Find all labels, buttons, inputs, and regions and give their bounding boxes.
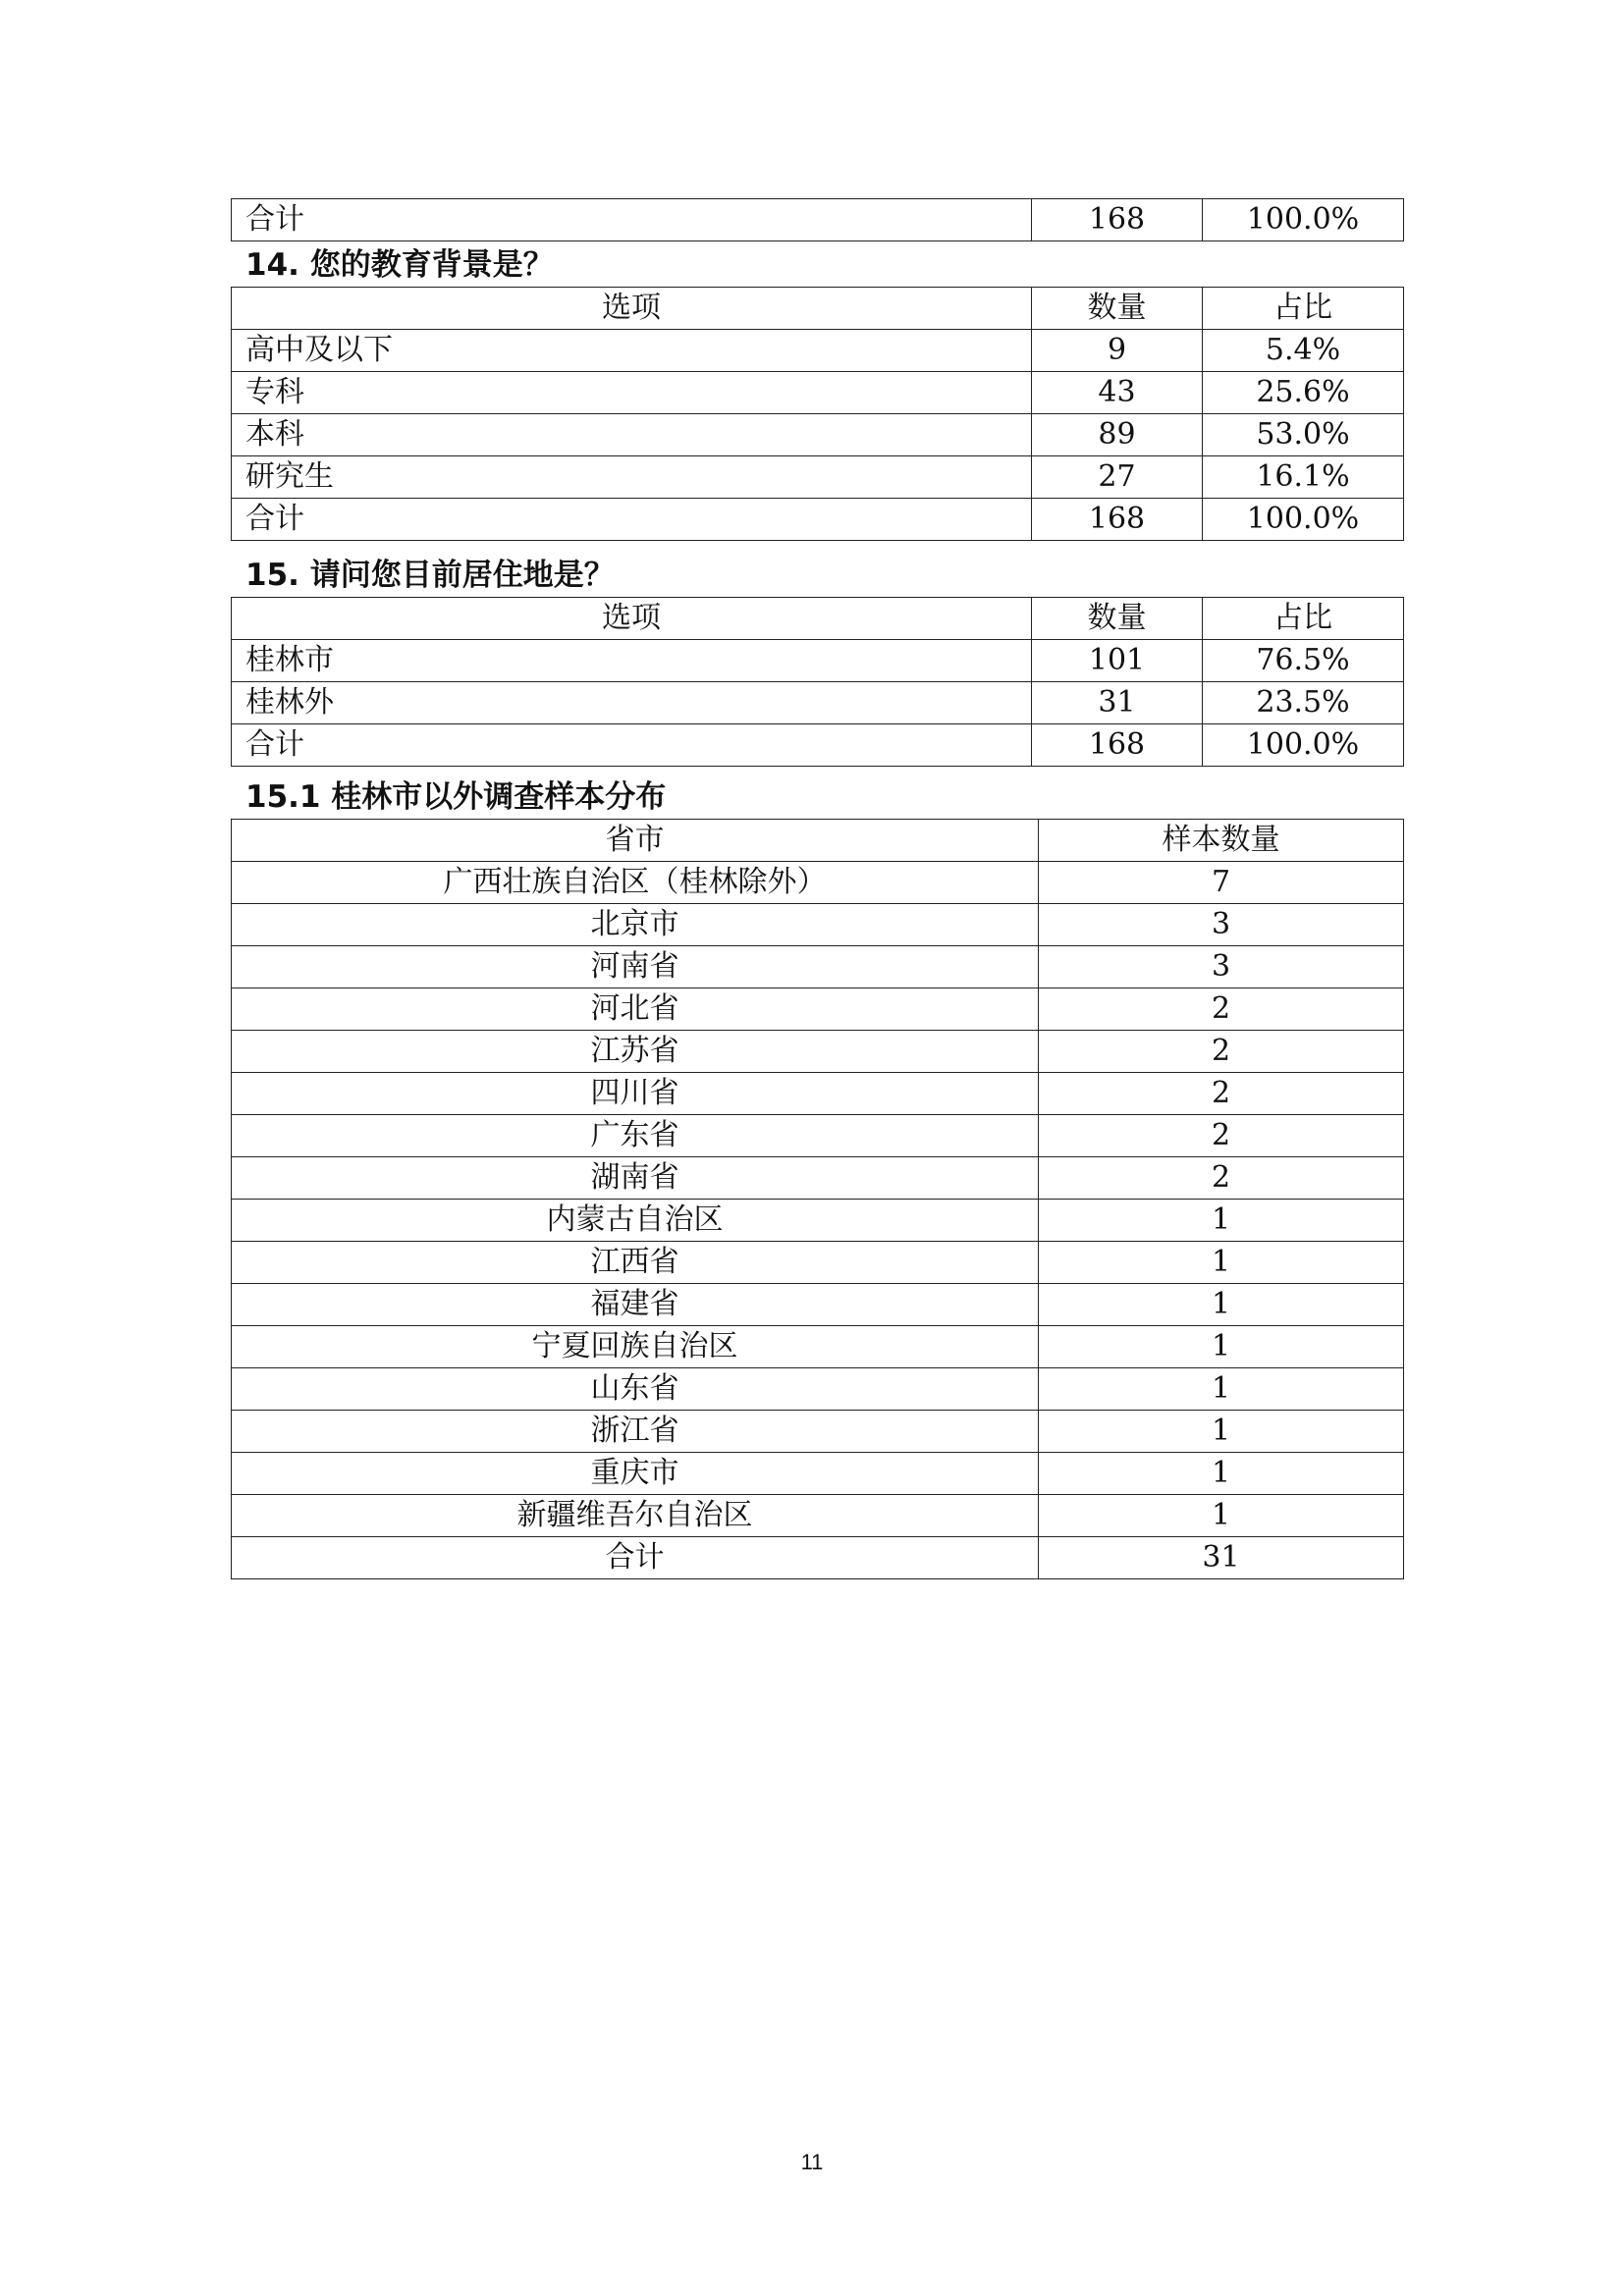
province-cell: 河南省 — [232, 946, 1039, 988]
table-row — [232, 1200, 1404, 1242]
count-cell: 101 — [1032, 640, 1203, 682]
option-cell: 合计 — [232, 499, 1032, 541]
table-row — [232, 1453, 1404, 1495]
province-cell: 江苏省 — [232, 1031, 1039, 1073]
header-row — [232, 820, 1404, 862]
sample-count-cell: 7 — [1039, 862, 1404, 904]
sample-count-cell: 3 — [1039, 904, 1404, 946]
option-cell: 桂林外 — [232, 682, 1032, 724]
sample-count-header: 样本数量 — [1039, 820, 1404, 862]
q14-heading: 14. 您的教育背景是？ — [245, 247, 554, 283]
sample-count-cell: 1 — [1039, 1495, 1404, 1537]
percent-cell: 53.0% — [1203, 414, 1404, 456]
table-row — [232, 682, 1404, 724]
residence-table — [231, 597, 1404, 767]
province-header: 省市 — [232, 820, 1039, 862]
table-row — [232, 988, 1404, 1031]
q15-heading: 15. 请问您目前居住地是？ — [245, 558, 615, 593]
province-cell: 合计 — [232, 1537, 1039, 1579]
count-cell: 168 — [1032, 199, 1203, 241]
count-cell: 9 — [1032, 330, 1203, 372]
header-row — [232, 288, 1404, 330]
province-cell: 新疆维吾尔自治区 — [232, 1495, 1039, 1537]
province-cell: 北京市 — [232, 904, 1039, 946]
table-row — [232, 862, 1404, 904]
option-cell: 桂林市 — [232, 640, 1032, 682]
sample-count-cell: 1 — [1039, 1200, 1404, 1242]
option-header: 选项 — [232, 288, 1032, 330]
table-row — [232, 456, 1404, 499]
option-cell: 专科 — [232, 372, 1032, 414]
total-row — [232, 499, 1404, 541]
province-cell: 四川省 — [232, 1073, 1039, 1115]
sample-count-cell: 31 — [1039, 1537, 1404, 1579]
percent-cell: 100.0% — [1203, 724, 1404, 767]
q15-1-heading: 15.1 桂林市以外调查样本分布 — [245, 779, 667, 815]
table-row — [232, 1368, 1404, 1411]
province-cell: 浙江省 — [232, 1411, 1039, 1453]
sample-count-cell: 1 — [1039, 1326, 1404, 1368]
sample-count-cell: 1 — [1039, 1368, 1404, 1411]
count-header: 数量 — [1032, 288, 1203, 330]
count-cell: 168 — [1032, 499, 1203, 541]
count-cell: 168 — [1032, 724, 1203, 767]
province-cell: 湖南省 — [232, 1157, 1039, 1200]
table-row — [232, 1242, 1404, 1284]
table-row — [232, 199, 1404, 241]
sample-count-cell: 1 — [1039, 1284, 1404, 1326]
sample-count-cell: 1 — [1039, 1242, 1404, 1284]
table-row — [232, 1284, 1404, 1326]
option-cell: 研究生 — [232, 456, 1032, 499]
table-row — [232, 1115, 1404, 1157]
percent-cell: 23.5% — [1203, 682, 1404, 724]
percent-header: 占比 — [1203, 288, 1404, 330]
percent-cell: 16.1% — [1203, 456, 1404, 499]
table-row — [232, 330, 1404, 372]
sample-count-cell: 1 — [1039, 1411, 1404, 1453]
table-row — [232, 1495, 1404, 1537]
option-cell: 合计 — [232, 724, 1032, 767]
province-cell: 内蒙古自治区 — [232, 1200, 1039, 1242]
sample-count-cell: 2 — [1039, 1031, 1404, 1073]
table-row — [232, 414, 1404, 456]
province-cell: 广西壮族自治区（桂林除外） — [232, 862, 1039, 904]
province-cell: 宁夏回族自治区 — [232, 1326, 1039, 1368]
percent-header: 占比 — [1203, 598, 1404, 640]
page-number: 11 — [800, 2150, 824, 2174]
header-row — [232, 598, 1404, 640]
table-row — [232, 1411, 1404, 1453]
option-cell: 合计 — [232, 199, 1032, 241]
percent-cell: 100.0% — [1203, 199, 1404, 241]
count-cell: 43 — [1032, 372, 1203, 414]
count-cell: 27 — [1032, 456, 1203, 499]
sample-count-cell: 2 — [1039, 1115, 1404, 1157]
percent-cell: 100.0% — [1203, 499, 1404, 541]
sample-count-cell: 2 — [1039, 1073, 1404, 1115]
option-cell: 高中及以下 — [232, 330, 1032, 372]
province-cell: 广东省 — [232, 1115, 1039, 1157]
option-header: 选项 — [232, 598, 1032, 640]
sample-count-cell: 2 — [1039, 1157, 1404, 1200]
province-cell: 河北省 — [232, 988, 1039, 1031]
province-cell: 福建省 — [232, 1284, 1039, 1326]
count-cell: 31 — [1032, 682, 1203, 724]
table-row — [232, 1031, 1404, 1073]
table-row — [232, 1326, 1404, 1368]
table-row — [232, 372, 1404, 414]
province-cell: 山东省 — [232, 1368, 1039, 1411]
table-row — [232, 1073, 1404, 1115]
province-cell: 江西省 — [232, 1242, 1039, 1284]
count-header: 数量 — [1032, 598, 1203, 640]
percent-cell: 25.6% — [1203, 372, 1404, 414]
previous-question-table — [231, 198, 1404, 241]
table-row — [232, 1157, 1404, 1200]
sample-count-cell: 2 — [1039, 988, 1404, 1031]
option-cell: 本科 — [232, 414, 1032, 456]
table-row — [232, 946, 1404, 988]
percent-cell: 5.4% — [1203, 330, 1404, 372]
province-cell: 重庆市 — [232, 1453, 1039, 1495]
education-table — [231, 287, 1404, 541]
total-row — [232, 724, 1404, 767]
table-row — [232, 640, 1404, 682]
sample-count-cell: 1 — [1039, 1453, 1404, 1495]
total-row — [232, 1537, 1404, 1579]
count-cell: 89 — [1032, 414, 1203, 456]
table-row — [232, 904, 1404, 946]
province-distribution-table — [231, 819, 1404, 1579]
percent-cell: 76.5% — [1203, 640, 1404, 682]
sample-count-cell: 3 — [1039, 946, 1404, 988]
